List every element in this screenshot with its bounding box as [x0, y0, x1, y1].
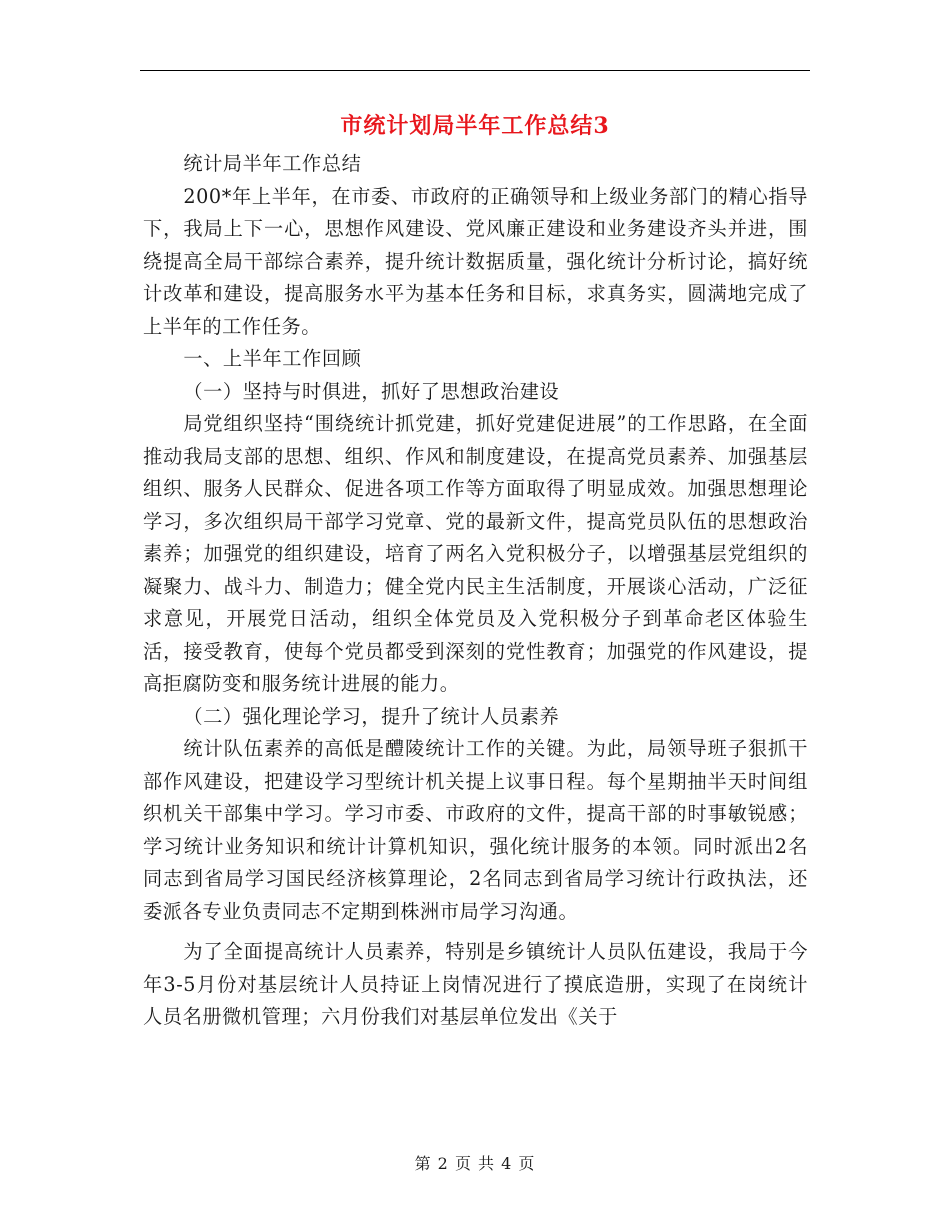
page-number: 第 2 页 共 4 页	[414, 1154, 536, 1173]
paragraph-training: 为了全面提高统计人员素养，特别是乡镇统计人员队伍建设，我局于今年3-5月份对基层统计人员持证上岗情况进行了摸底造册，实现了在岗统计人员名册微机管理；六月份我们对基层单位发出《关于	[143, 940, 808, 1028]
paragraph-party-building: 局党组织坚持“围绕统计抓党建，抓好党建促进展”的工作思路，在全面推动我局支部的思想、组织、作风和制度建设，在提高党员素养、加强基层组织、服务人民群众、促进各项工作等方面取得了明显成效。加强思想理论学习，多次组织局干部学习党章、党的最新文件，提高党员队伍的思想政治素养；加强党的组织建设，培育了两名入党积极分子，以增强基层党组织的凝聚力、战斗力、制造力；健全党内民主生活制度，开展谈心活动，广泛征求意见，开展党日活动，组织全体党员及入党积极分子到革命老区体验生活，接受教育，使每个党员都受到深刻的党性教育；加强党的作风建设，提高拒腐防变和服务统计进展的能力。	[143, 412, 808, 695]
paragraph-intro: 200*年上半年，在市委、市政府的正确领导和上级业务部门的精心指导下，我局上下一心，思想作风建设、党风廉正建设和业务建设齐头并进，围绕提高全局干部综合素养，提升统计数据质量，强化统计分析讨论，搞好统计改革和建设，提高服务水平为基本任务和目标，求真务实，圆满地完成了上半年的工作任务。	[143, 184, 808, 338]
paragraph-subtitle: 统计局半年工作总结	[183, 152, 362, 175]
header-rule	[140, 70, 810, 71]
subsection-heading: （一）坚持与时俱进，抓好了思想政治建设	[183, 379, 560, 403]
document-title: 市统计划局半年工作总结3	[340, 113, 610, 139]
document-body	[143, 148, 808, 1034]
paragraph-study: 统计队伍素养的高低是醴陵统计工作的关键。为此，局领导班子狠抓干部作风建设，把建设学习型统计机关提上议事日程。每个星期抽半天时间组织机关干部集中学习。学习市委、市政府的文件，提高干部的时事敏锐感；学习统计业务知识和统计计算机知识，强化统计服务的本领。同时派出2名同志到省局学习国民经济核算理论，2名同志到省局学习统计行政执法，还委派各专业负责同志不定期到株洲市局学习沟通。	[143, 737, 808, 923]
section-heading: 一、上半年工作回顾	[183, 347, 362, 370]
subsection-heading: （二）强化理论学习，提升了统计人员素养	[183, 704, 560, 728]
